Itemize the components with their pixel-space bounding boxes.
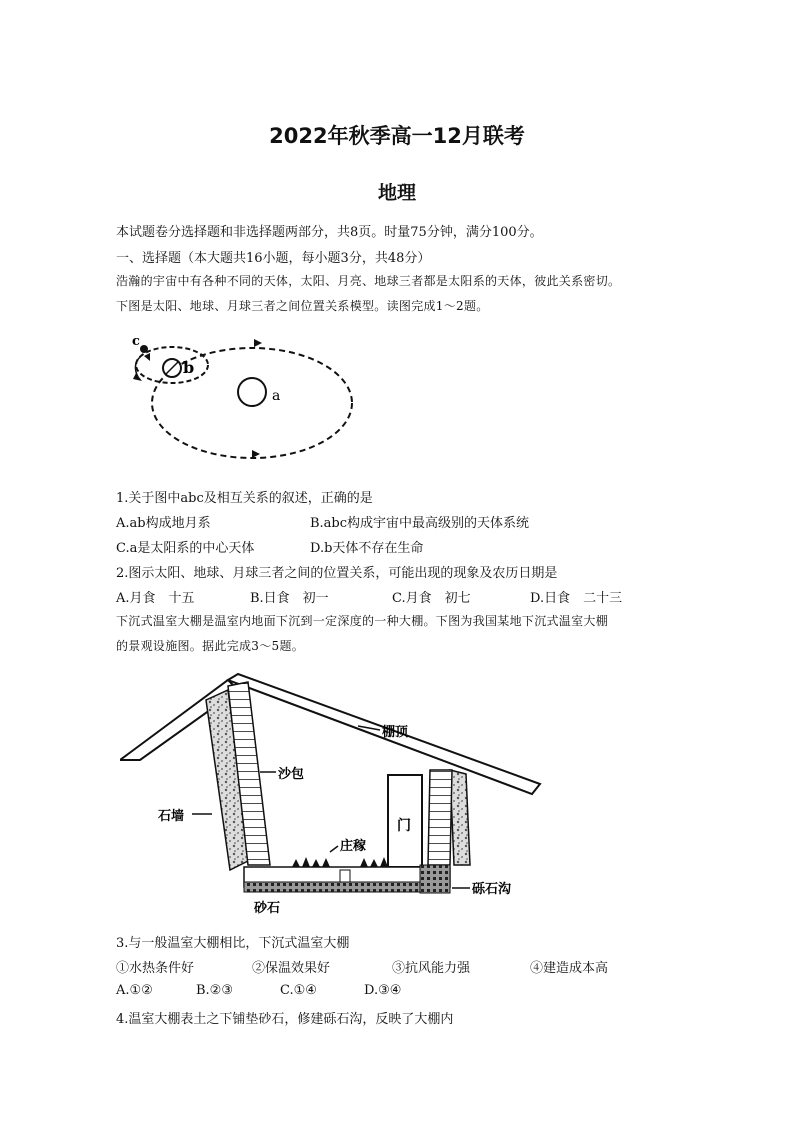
q3-option-c: C.①④ — [280, 983, 317, 998]
q3-stem: 3.与一般温室大棚相比，下沉式温室大棚 — [116, 936, 350, 951]
passage2-line2: 的景观设施图。据此完成3～5题。 — [116, 639, 305, 653]
exam-subject: 地理 — [377, 182, 416, 204]
crops-leader — [330, 846, 338, 852]
q1-option-b: B.abc构成宇宙中最高级别的天体系统 — [310, 516, 530, 531]
moon-dot-c — [140, 345, 148, 353]
q1-option-d: D.b天体不存在生命 — [310, 541, 424, 556]
q1-option-a: A.ab构成地月系 — [116, 516, 211, 531]
label-door: 门 — [397, 818, 411, 834]
q1-option-c: C.a是太阳系的中心天体 — [116, 541, 255, 556]
orbit-arrow-top — [254, 339, 262, 347]
label-stone-wall: 石墙 — [158, 809, 185, 824]
q3-statement-1: ①水热条件好 — [116, 961, 195, 976]
passage1-line1: 浩瀚的宇宙中有各种不同的天体，太阳、月亮、地球三者都是太阳系的天体，彼此关系密切。 — [116, 274, 621, 288]
moon-motion-path — [135, 357, 140, 377]
q3-statement-3: ③抗风能力强 — [392, 961, 471, 976]
q2-option-b: B.日食 初一 — [250, 591, 329, 606]
label-c: c — [132, 334, 140, 349]
q3-option-d: D.③④ — [364, 983, 402, 998]
sandbag-right — [428, 770, 452, 865]
section-heading: 一、选择题（本大题共16小题，每小题3分，共48分） — [116, 251, 431, 266]
crops — [292, 857, 388, 867]
q4-stem: 4.温室大棚表土之下铺垫砂石，修建砾石沟，反映了大棚内 — [116, 1012, 454, 1027]
orbit-arrow-bottom — [252, 450, 260, 458]
exam-title: 2022年秋季高一12月联考 — [269, 124, 525, 148]
label-crops: 庄稼 — [340, 839, 367, 854]
q2-option-c: C.月食 初七 — [392, 591, 471, 606]
passage1-line2: 下图是太阳、地球、月球三者之间位置关系模型。读图完成1～2题。 — [116, 299, 489, 313]
q1-stem: 1.关于图中abc及相互关系的叙述，正确的是 — [116, 491, 373, 506]
q2-option-a: A.月食 十五 — [116, 591, 195, 606]
label-roof: 棚顶 — [382, 725, 409, 740]
gravel-ditch — [420, 865, 450, 893]
q2-option-d: D.日食 二十三 — [530, 591, 623, 606]
sun-circle-a — [238, 378, 266, 406]
q3-statement-2: ②保温效果好 — [252, 961, 331, 976]
moon-orbit-arrow — [144, 353, 150, 361]
label-sandbag: 沙包 — [278, 767, 305, 782]
label-a: a — [272, 388, 281, 404]
q2-stem: 2.图示太阳、地球、月球三者之间的位置关系，可能出现的现象及农历日期是 — [116, 566, 558, 581]
label-gravel: 砂石 — [254, 901, 281, 916]
label-gravel-ditch: 砾石沟 — [472, 882, 512, 897]
orbit-diagram — [120, 325, 390, 475]
q3-statement-4: ④建造成本高 — [530, 961, 609, 976]
exam-intro: 本试题卷分选择题和非选择题两部分，共8页。时量75分钟，满分100分。 — [116, 225, 543, 240]
passage2-line1: 下沉式温室大棚是温室内地面下沉到一定深度的一种大棚。下图为我国某地下沉式温室大棚 — [116, 614, 609, 628]
gravel-layer — [244, 882, 450, 892]
q3-option-a: A.①② — [116, 983, 153, 998]
label-b: b — [183, 358, 195, 377]
greenhouse-diagram — [120, 660, 560, 920]
q3-option-b: B.②③ — [196, 983, 233, 998]
ground-post — [340, 870, 350, 882]
stone-wall-right — [450, 770, 470, 865]
